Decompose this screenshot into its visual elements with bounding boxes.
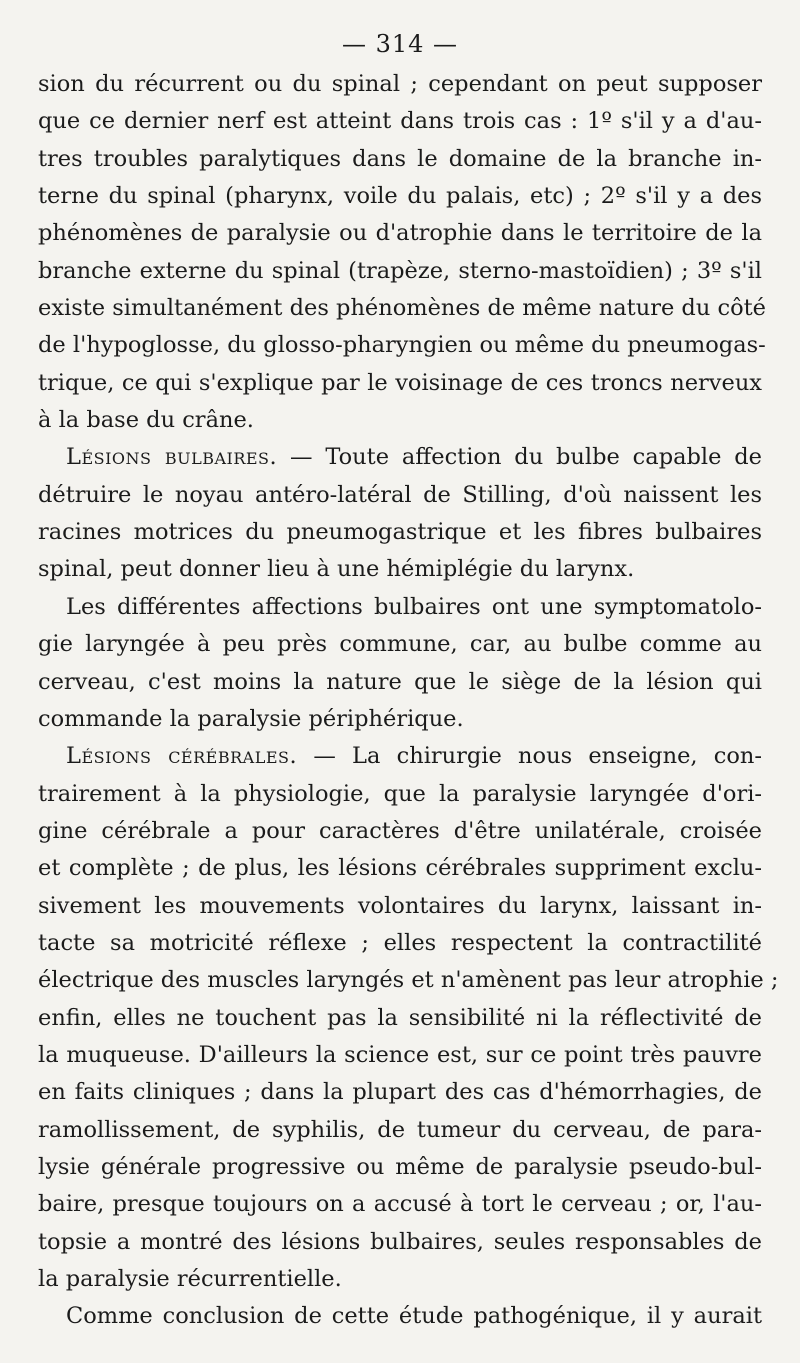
text-line: branche externe du spinal (trapèze, sterno-mastoïdien) ; 3º s'il <box>38 257 762 284</box>
text-line: sion du récurrent ou du spinal ; cependant on peut supposer <box>38 71 762 97</box>
text-line: terne du spinal (pharynx, voile du palais, etc) ; 2º s'il y a des <box>38 183 762 210</box>
text-line: de l'hypoglosse, du glosso-pharyngien ou même du pneumogas- <box>38 332 766 359</box>
paragraph-lesions-bulbaires <box>38 439 762 588</box>
page-number: — 314 — <box>341 30 459 58</box>
paragraph-lesions-cerebrales <box>38 738 779 1298</box>
section-heading-cerebrales: Lésions cérébrales. <box>66 743 298 770</box>
text-line: Les différentes affections bulbaires ont une symptomatolo- <box>66 593 762 620</box>
text-line: tres troubles paralytiques dans le domaine de la branche in- <box>38 145 762 172</box>
text-line: gine cérébrale a pour caractères d'être unilatérale, croisée <box>38 817 762 844</box>
text-line: spinal, peut donner lieu à une hémiplégie du larynx. <box>38 556 635 583</box>
text-line: détruire le noyau antéro-latéral de Stilling, d'où naissent les <box>38 481 762 508</box>
text-line: en faits cliniques ; dans la plupart des cas d'hémorrhagies, de <box>38 1079 762 1106</box>
text-line <box>38 738 762 775</box>
text-line: gie laryngée à peu près commune, car, au bulbe comme au <box>38 631 762 658</box>
text-line: baire, presque toujours on a accusé à tort le cerveau ; or, l'au- <box>38 1191 762 1218</box>
text-line: ramollissement, de syphilis, de tumeur du cerveau, de para- <box>38 1116 762 1143</box>
text-fragment: — Toute affection du bulbe capable de <box>277 444 762 471</box>
text-fragment: — La chirurgie nous enseigne, con- <box>297 743 763 770</box>
text-line: trairement à la physiologie, que la paralysie laryngée d'ori- <box>38 780 762 807</box>
text-line: sivement les mouvements volontaires du larynx, laissant in- <box>38 892 762 919</box>
text-line: commande la paralysie périphérique. <box>38 705 464 732</box>
text-line: lysie générale progressive ou même de paralysie pseudo-bul- <box>38 1153 762 1180</box>
text-line <box>38 439 762 476</box>
text-line: existe simultanément des phénomènes de même nature du côté <box>38 295 766 322</box>
text-line: phénomènes de paralysie ou d'atrophie dans le territoire de la <box>38 220 762 247</box>
text-line: électrique des muscles laryngés et n'amènent pas leur atrophie ; <box>38 967 779 994</box>
text-line: la muqueuse. D'ailleurs la science est, sur ce point très pauvre <box>38 1041 762 1068</box>
text-line: trique, ce qui s'explique par le voisinage de ces troncs nerveux <box>38 369 762 396</box>
text-line: et complète ; de plus, les lésions cérébrales suppriment exclu- <box>38 855 762 882</box>
text-line: enfin, elles ne touchent pas la sensibilité ni la réflectivité de <box>38 1004 762 1031</box>
section-heading-bulbaires: Lésions bulbaires. <box>66 444 278 471</box>
paragraph-conclusion <box>38 1298 762 1335</box>
text-line: racines motrices du pneumogastrique et les fibres bulbaires <box>38 519 762 546</box>
text-line: topsie a montré des lésions bulbaires, seules responsables de <box>38 1228 762 1255</box>
text-line: la paralysie récurrentielle. <box>38 1266 342 1292</box>
paragraph-recurrent-spinal <box>38 66 766 439</box>
body-text <box>38 66 779 1336</box>
text-line: tacte sa motricité réflexe ; elles respectent la contractilité <box>38 929 762 956</box>
text-line: Comme conclusion de cette étude pathogénique, il y aurait <box>66 1303 762 1330</box>
paragraph-affections-bulbaires <box>38 589 762 738</box>
text-line: à la base du crâne. <box>38 407 254 434</box>
text-line: cerveau, c'est moins la nature que le siège de la lésion qui <box>38 668 762 695</box>
text-line: que ce dernier nerf est atteint dans trois cas : 1º s'il y a d'au- <box>38 108 762 135</box>
